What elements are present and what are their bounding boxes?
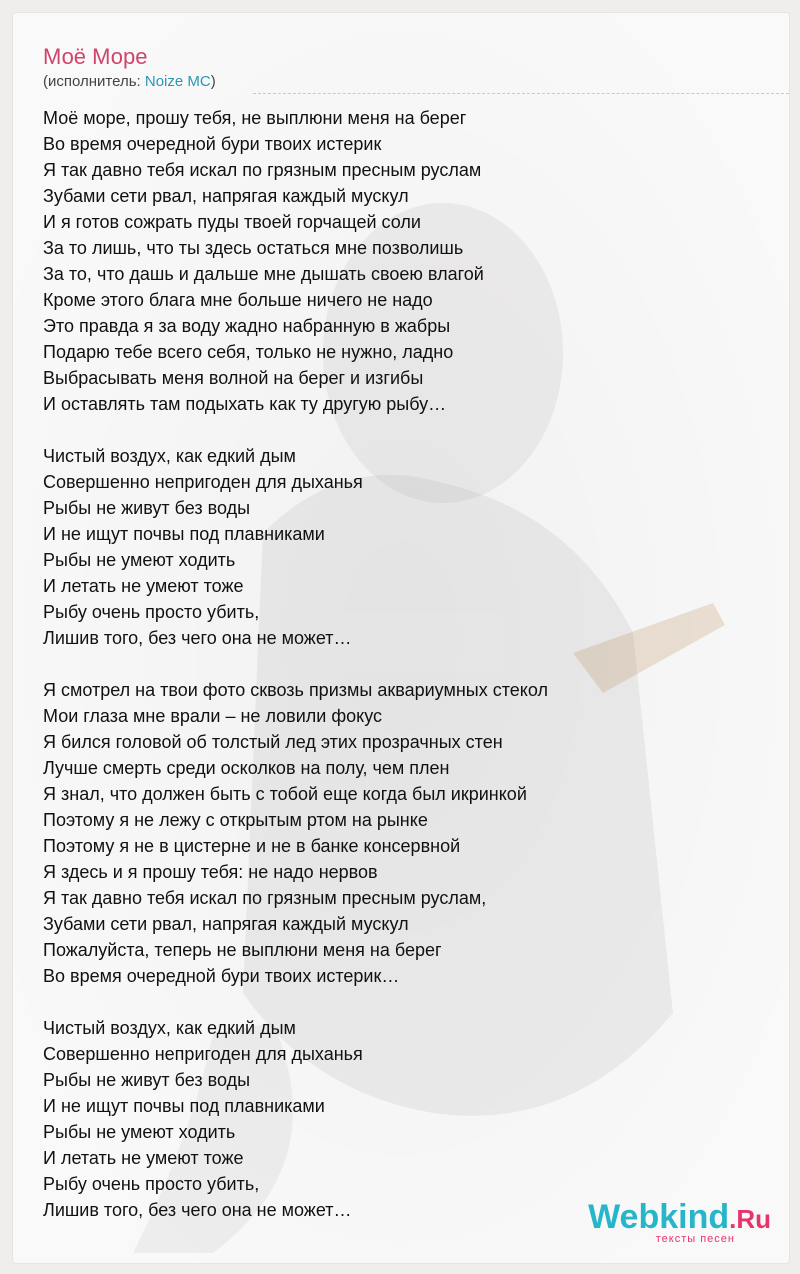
stanza (43, 443, 763, 651)
lyric-line: Это правда я за воду жадно набранную в жабры (43, 316, 451, 336)
lyrics-card (12, 12, 790, 1264)
lyric-line: Я здесь и я прошу тебя: не надо нервов (43, 862, 378, 882)
lyric-line: Я смотрел на твои фото сквозь призмы аквариумных стекол (43, 680, 548, 700)
lyric-line: Лишив того, без чего она не может… (43, 1200, 352, 1220)
song-title: Моё Море (43, 44, 148, 69)
lyric-line: Пожалуйста, теперь не выплюни меня на берег (43, 940, 442, 960)
lyric-line: Я так давно тебя искал по грязным пресным руслам, (43, 888, 487, 908)
lyric-line: Зубами сети рвал, напрягая каждый мускул (43, 914, 409, 934)
artist-link[interactable]: Noize MC (144, 73, 211, 90)
header-divider (253, 93, 789, 94)
lyric-line: Рыбу очень просто убить, (43, 602, 260, 622)
lyric-line: И оставлять там подыхать как ту другую рыбу… (43, 394, 447, 414)
lyric-line: Рыбы не живут без воды (43, 498, 251, 518)
lyric-line: Рыбу очень просто убить, (43, 1174, 260, 1194)
lyric-line: Лучше смерть среди осколков на полу, чем плен (43, 758, 450, 778)
lyric-line: Зубами сети рвал, напрягая каждый мускул (43, 186, 409, 206)
lyric-line: И летать не умеют тоже (43, 576, 244, 596)
lyric-line: Выбрасывать меня волной на берег и изгибы (43, 368, 424, 388)
logo-wordmark (588, 1199, 771, 1237)
stanza (43, 105, 763, 417)
lyric-line: Чистый воздух, как едкий дым (43, 446, 296, 466)
song-header (43, 43, 769, 91)
lyric-line: Лишив того, без чего она не может… (43, 628, 352, 648)
lyric-line: Поэтому я не в цистерне и не в банке консервной (43, 836, 461, 856)
stanza (43, 677, 763, 989)
lyric-line: Чистый воздух, как едкий дым (43, 1018, 296, 1038)
artist-suffix: ) (210, 73, 216, 90)
lyric-line: Рыбы не живут без воды (43, 1070, 251, 1090)
lyric-line: И летать не умеют тоже (43, 1148, 244, 1168)
site-logo[interactable] (588, 1199, 771, 1245)
logo-name: Webkind (588, 1198, 730, 1236)
logo-suffix: .Ru (729, 1204, 771, 1234)
lyric-line: Я бился головой об толстый лед этих прозрачных стен (43, 732, 503, 752)
lyric-line: Рыбы не умеют ходить (43, 1122, 236, 1142)
lyrics-body (43, 105, 763, 1249)
artist-prefix: (исполнитель: (43, 73, 145, 90)
lyric-line: Во время очередной бури твоих истерик… (43, 966, 400, 986)
lyric-line: Я знал, что должен быть с тобой еще когда был икринкой (43, 784, 527, 804)
lyric-line: Подарю тебе всего себя, только не нужно, ладно (43, 342, 454, 362)
lyric-line: Моё море, прошу тебя, не выплюни меня на берег (43, 108, 467, 128)
lyric-line: И не ищут почвы под плавниками (43, 524, 325, 544)
artist-line (43, 73, 769, 91)
lyric-line: Совершенно непригоден для дыханья (43, 1044, 363, 1064)
lyric-line: И не ищут почвы под плавниками (43, 1096, 325, 1116)
lyric-line: Поэтому я не лежу с открытым ртом на рынке (43, 810, 428, 830)
stanza (43, 1015, 763, 1223)
lyric-line: Мои глаза мне врали – не ловили фокус (43, 706, 383, 726)
lyric-line: Во время очередной бури твоих истерик (43, 134, 382, 154)
logo-tagline: тексты песен (655, 1233, 735, 1245)
lyric-line: Кроме этого блага мне больше ничего не надо (43, 290, 433, 310)
lyric-line: За то лишь, что ты здесь остаться мне позволишь (43, 238, 464, 258)
lyric-line: Рыбы не умеют ходить (43, 550, 236, 570)
lyric-line: Я так давно тебя искал по грязным пресным руслам (43, 160, 482, 180)
lyric-line: И я готов сожрать пуды твоей горчащей соли (43, 212, 421, 232)
lyric-line: За то, что дашь и дальше мне дышать своею влагой (43, 264, 484, 284)
lyric-line: Совершенно непригоден для дыханья (43, 472, 363, 492)
